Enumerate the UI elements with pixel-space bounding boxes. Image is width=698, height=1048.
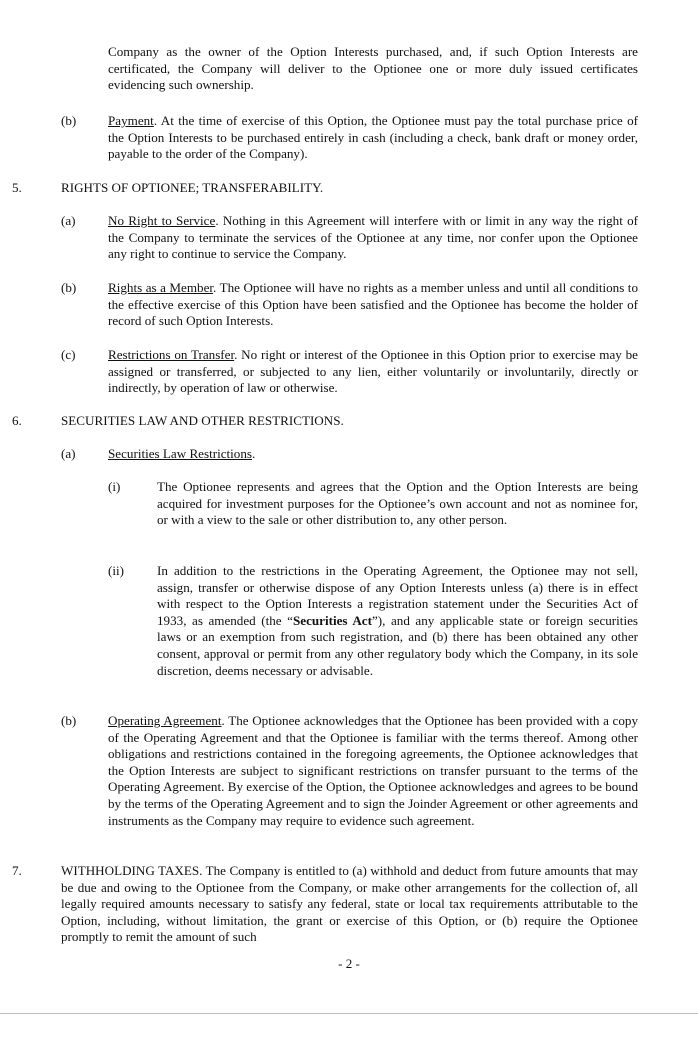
section-5b-text: The Optionee will have no rights as a member unless and until all conditions to the effective exercise of this Option have been satisfied and the Optionee has become the holder of record of such Option Interests. [108, 280, 638, 329]
page-number: - 2 - [338, 956, 360, 971]
section-4b-title: Payment [108, 113, 154, 128]
section-4a-continuation: Company as the owner of the Option Interests purchased, and, if such Option Interests are certificated, the Company will deliver to the Optionee one or more duly issued certificates evidencing such ownership. [108, 44, 638, 93]
section-6b-paragraph: Operating Agreement. The Optionee acknowledges that the Optionee has been provided with a copy of the Operating Agreement and that the Optionee is familiar with the terms thereof. Among other obligations and restrictions contained in the foregoing agreements, the Optionee acknowledges that the Option Interests are subject to significant restrictions on transfer pursuant to the terms of the Operating Agreement. By exercise of the Option, the Optionee acknowledges and agrees to be bound by the terms of the Operating Agreement and to sign the Joinder Agreement or other agreements and instruments as the Company may require to evidence such agreement. [108, 713, 639, 828]
section-5c-title: Restrictions on Transfer [108, 347, 235, 362]
section-4b-text: At the time of exercise of this Option, the Optionee must pay the total purchase price of the Option Interests to be purchased entirely in cash (including a check, bank draft or money order, payable to the order of the Company). [108, 113, 638, 162]
section-5b-paragraph: Rights as a Member. The Optionee will have no rights as a member unless and until all conditions to the effective exercise of this Option have been satisfied and the Optionee has become the holder of record of such Option Interests. [108, 280, 638, 329]
section-5-heading: RIGHTS OF OPTIONEE; TRANSFERABILITY. [61, 180, 324, 195]
section-5c-paragraph: Restrictions on Transfer. No right or interest of the Optionee in this Option prior to exercise may be assigned or transferred, or subjected to any lien, either voluntarily or involuntarily, directly or indirectly, by operation of law or otherwise. [108, 347, 638, 396]
section-6a-i-text: The Optionee represents and agrees that the Option and the Option Interests are being acquired for investment purposes for the Optionee’s own account and not as nominee for, or with a view to the sale or other distribution to, any other person. [157, 479, 638, 528]
section-5b-title: Rights as a Member [108, 280, 214, 295]
section-6a-ii-text-1: In addition to the restrictions in the Operating Agreement, the Optionee may not sell, assign, transfer or otherwise dispose of any Option Interests unless (a) there is in effect with respect to the Option Interests a registration statement under the Securities Act of 1933, as amended (the “ [157, 563, 638, 628]
section-6a-label: (a) [61, 446, 76, 461]
section-5-number: 5. [12, 180, 22, 195]
section-7-heading: WITHHOLDING TAXES. [61, 863, 203, 878]
section-5a-label: (a) [61, 213, 76, 228]
section-5c-text: No right or interest of the Optionee in this Option prior to exercise may be assigned or transferred, or subjected to any lien, either voluntarily or involuntarily, directly or indirectly, by operation of law or otherwise. [108, 347, 638, 396]
page-bottom-divider [0, 1013, 698, 1014]
section-6-number: 6. [12, 413, 22, 428]
section-5a-title: No Right to Service [108, 213, 216, 228]
section-6a-ii-label: (ii) [108, 563, 124, 578]
section-6b-text: The Optionee acknowledges that the Optionee has been provided with a copy of the Operating Agreement and that the Optionee is familiar with the terms thereof. Among other obligations and restrictions contained in the foregoing agreements, the Optionee acknowledges that the Option Interests are subject to significant restrictions on transfer pursuant to the terms of the Operating Agreement. By exercise of the Option, the Optionee acknowledges and agrees to be bound by the terms of the Operating Agreement and to sign the Joinder Agreement or other agreements and instruments as the Company may require to evidence such agreement. [108, 713, 639, 828]
section-6a-ii-paragraph [157, 563, 638, 679]
section-6a-title: Securities Law Restrictions [108, 446, 252, 461]
section-6a-paragraph: Securities Law Restrictions. [108, 446, 256, 461]
section-5a-paragraph: No Right to Service. Nothing in this Agreement will interfere with or limit in any way the right of the Company to terminate the services of the Optionee at any time, nor confer upon the Optionee any right to continue to service the Company. [108, 213, 638, 262]
section-5b-label: (b) [61, 280, 77, 295]
section-7-text: The Company is entitled to (a) withhold and deduct from future amounts that may be due and owing to the Optionee from the Company, or make other arrangements for the collection of, all legally required amounts necessary to satisfy any federal, state or local tax requirements attributable to the Option, including, without limitation, the grant or exercise of this Option, or (b) require the Optionee promptly to remit the amount of such [61, 863, 638, 945]
section-6a-ii-text-2: ”), and any applicable state or foreign securities laws or an exemption from such registration, and (b) there has been obtained any other consent, approval or permit from any other regulatory body which the Company, in its sole discretion, deems necessary or advisable. [157, 612, 638, 678]
section-4b-paragraph: Payment. At the time of exercise of this Option, the Optionee must pay the total purchase price of the Option Interests to be purchased entirely in cash (including a check, bank draft or money order, payable to the order of the Company). [108, 113, 638, 162]
securities-act-term: Securities Act [292, 612, 372, 628]
section-5c-label: (c) [61, 347, 76, 362]
section-6b-title: Operating Agreement [108, 713, 222, 728]
section-6b-label: (b) [61, 713, 77, 728]
section-7-number: 7. [12, 863, 22, 878]
section-5a-text: Nothing in this Agreement will interfere with or limit in any way the right of the Company to terminate the services of the Optionee at any time, nor confer upon the Optionee any right to continue to service the Company. [108, 213, 638, 262]
section-6-heading: SECURITIES LAW AND OTHER RESTRICTIONS. [61, 413, 344, 428]
section-6a-i-label: (i) [108, 479, 121, 494]
section-7-paragraph [61, 863, 638, 946]
section-4b-label: (b) [61, 113, 77, 128]
